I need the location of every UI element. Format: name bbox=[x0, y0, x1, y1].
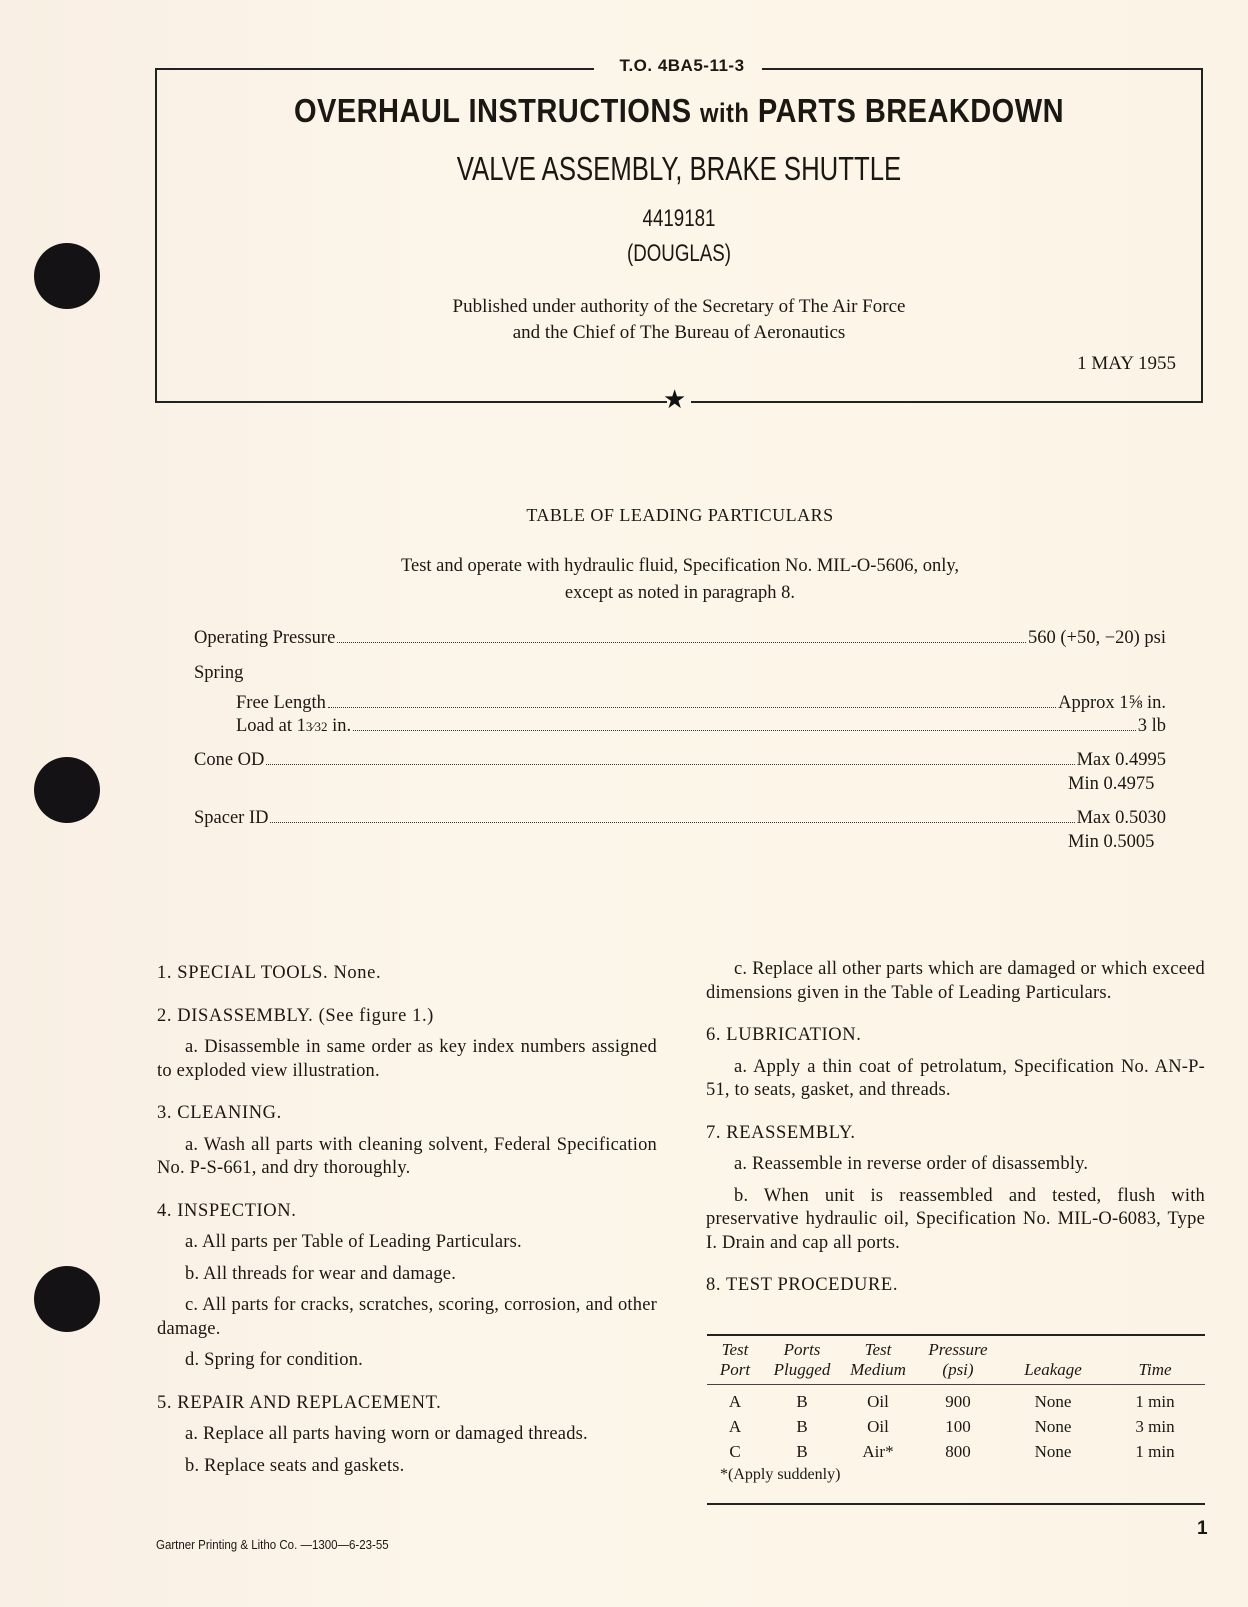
particular-spacer-id: Spacer ID Max 0.5030 bbox=[194, 808, 1166, 828]
table-row: A B Oil 100 None 3 min bbox=[728, 1417, 1175, 1436]
section-3-heading: 3. CLEANING. bbox=[157, 1103, 282, 1123]
page-number: 1 bbox=[1197, 1518, 1208, 1539]
leader-dots bbox=[337, 642, 1026, 643]
particular-cone-od: Cone OD Max 0.4995 bbox=[194, 750, 1166, 770]
punch-hole-middle bbox=[34, 757, 100, 823]
punch-hole-bottom bbox=[34, 1266, 100, 1332]
particular-spring-free-length: Free Length Approx 1⅝ in. bbox=[236, 693, 1166, 713]
section-5c: c. Replace all other parts which are damaged or which exceed dimensions given in the Table of Leading Particulars. bbox=[706, 959, 1205, 1003]
section-7a: a. Reassemble in reverse order of disassembly. bbox=[734, 1154, 1089, 1174]
table-bottom-rule bbox=[707, 1503, 1205, 1505]
section-6-heading: 6. LUBRICATION. bbox=[706, 1025, 862, 1045]
technical-order-number: T.O. 4BA5-11-3 bbox=[619, 56, 745, 75]
column-header-leakage: Leakage bbox=[1001, 1335, 1105, 1385]
section-4a: a. All parts per Table of Leading Particulars. bbox=[185, 1232, 522, 1252]
table-footnote: *(Apply suddenly) bbox=[720, 1466, 841, 1483]
printer-imprint: Gartner Printing & Litho Co. —1300—6-23-55 bbox=[156, 1538, 389, 1552]
section-4b: b. All threads for wear and damage. bbox=[185, 1263, 457, 1284]
header-frame-bottom-right bbox=[691, 401, 1203, 403]
section-8-heading: 8. TEST PROCEDURE. bbox=[706, 1275, 899, 1295]
table-header-row bbox=[707, 1335, 1205, 1385]
punch-hole-top bbox=[34, 243, 100, 309]
section-5a: a. Replace all parts having worn or damaged threads. bbox=[185, 1424, 588, 1444]
leading-particulars-note: Test and operate with hydraulic fluid, Specification No. MIL-O-5606, only, except as noted in paragraph 8. bbox=[400, 556, 960, 603]
particular-spring-label: Spring bbox=[194, 663, 244, 683]
left-column bbox=[157, 962, 657, 1478]
column-header-test-port: Test Port bbox=[707, 1335, 763, 1385]
particular-operating-pressure: Operating Pressure 560 (+50, −20) psi bbox=[194, 628, 1166, 648]
header-frame-bottom-left bbox=[155, 401, 667, 403]
table-row: A B Oil 900 None 1 min bbox=[728, 1392, 1175, 1411]
particular-spring-load: Load at 13⁄32 in. 3 lb bbox=[236, 716, 1166, 736]
section-2-heading: 2. DISASSEMBLY. (See figure 1.) bbox=[157, 1005, 434, 1026]
column-header-test-medium: Test Medium bbox=[841, 1335, 915, 1385]
publication-date: 1 MAY 1955 bbox=[1077, 353, 1176, 374]
section-5-heading: 5. REPAIR AND REPLACEMENT. bbox=[157, 1392, 442, 1413]
document-title: OVERHAUL INSTRUCTIONS with PARTS BREAKDOWN bbox=[294, 92, 1064, 129]
column-header-time: Time bbox=[1105, 1335, 1205, 1385]
leader-dots bbox=[270, 822, 1074, 823]
table-row: C B Air* 800 None 1 min bbox=[729, 1442, 1175, 1461]
leader-dots bbox=[328, 707, 1056, 708]
leading-particulars-title: TABLE OF LEADING PARTICULARS bbox=[526, 505, 834, 525]
document-subtitle: VALVE ASSEMBLY, BRAKE SHUTTLE bbox=[456, 150, 902, 187]
column-header-ports-plugged: Ports Plugged bbox=[763, 1335, 841, 1385]
section-5b: b. Replace seats and gaskets. bbox=[185, 1455, 405, 1476]
manufacturer: (DOUGLAS) bbox=[626, 240, 732, 267]
section-2a: a. Disassemble in same order as key index numbers assigned to exploded view illustration. bbox=[157, 1037, 657, 1081]
column-header-pressure: Pressure (psi) bbox=[915, 1335, 1001, 1385]
leader-dots bbox=[353, 730, 1136, 731]
section-7b: b. When unit is reassembled and tested, flush with preservative hydraulic oil, Specification No. MIL-O-6083, Type I. Drain and cap all ports. bbox=[706, 1185, 1205, 1253]
particular-cone-od-min: Min 0.4975 bbox=[1068, 774, 1155, 794]
part-number: 4419181 bbox=[642, 205, 716, 232]
particular-spacer-id-min: Min 0.5005 bbox=[1068, 832, 1155, 852]
star-icon: ★ bbox=[663, 385, 687, 414]
publishing-authority: Published under authority of the Secretary of The Air Force and the Chief of The Bureau of Aeronautics bbox=[452, 296, 906, 343]
leader-dots bbox=[266, 764, 1074, 765]
right-column bbox=[706, 958, 1205, 1298]
section-4d: d. Spring for condition. bbox=[185, 1350, 363, 1370]
section-4-heading: 4. INSPECTION. bbox=[157, 1200, 297, 1221]
section-4c: c. All parts for cracks, scratches, scoring, corrosion, and other damage. bbox=[157, 1295, 657, 1339]
test-procedure-table bbox=[707, 1334, 1205, 1464]
section-1-heading: 1. SPECIAL TOOLS. None. bbox=[157, 963, 382, 983]
section-3a: a. Wash all parts with cleaning solvent, Federal Specification No. P-S-661, and dry thoroughly. bbox=[157, 1134, 657, 1178]
section-6a: a. Apply a thin coat of petrolatum, Specification No. AN-P-51, to seats, gasket, and threads. bbox=[706, 1056, 1205, 1100]
section-7-heading: 7. REASSEMBLY. bbox=[706, 1122, 856, 1143]
